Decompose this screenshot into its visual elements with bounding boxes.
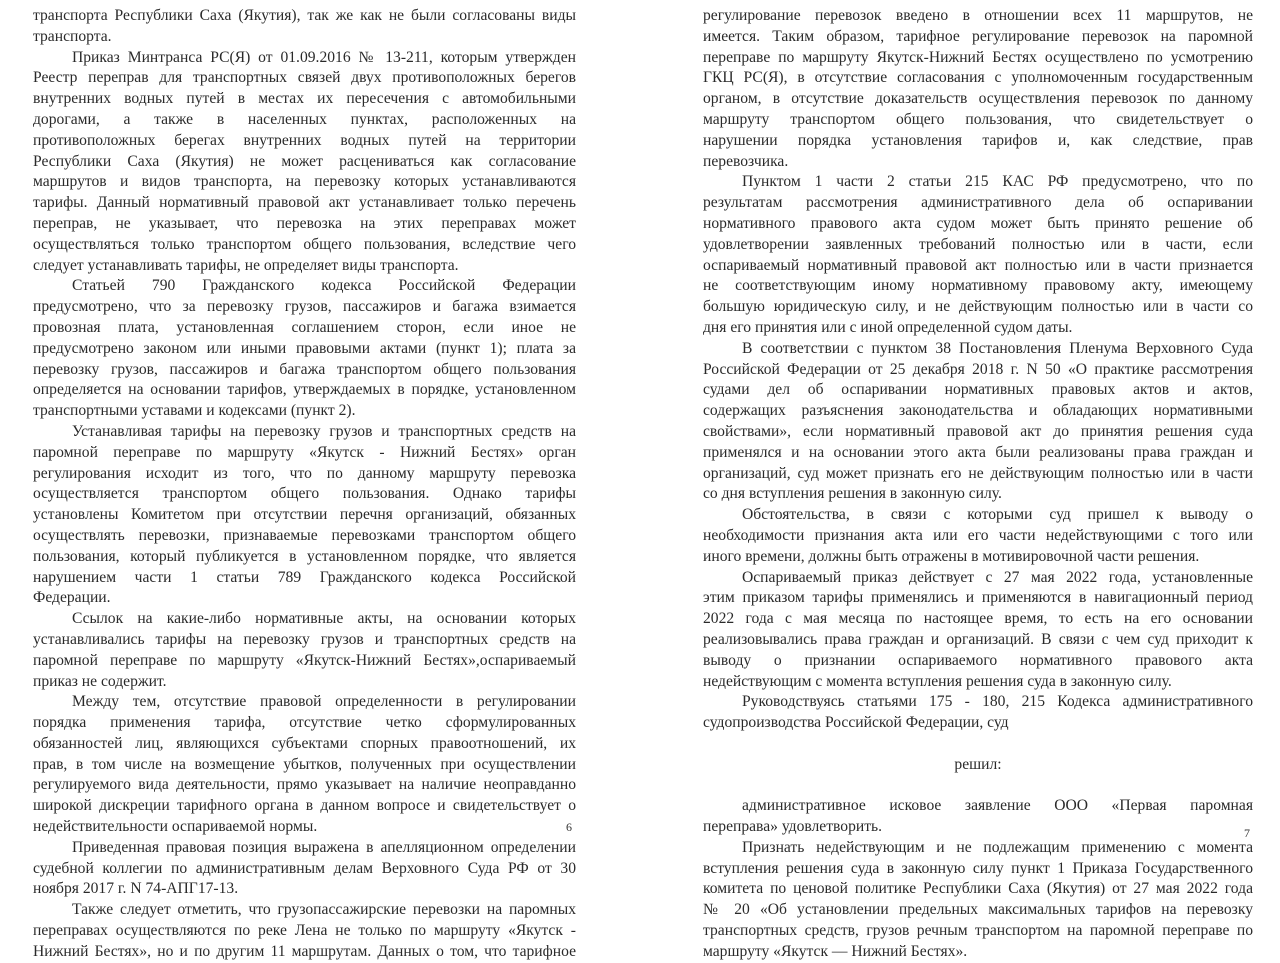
text-line: предусмотрено законом или иными правовыми актами (пункт 1); плата за <box>33 339 576 357</box>
text-line: маршрутов и видов транспорта, на перевозку которых устанавливаются <box>33 173 576 191</box>
text-line: транспортных средств, грузов речным транспортом на паромной переправе по <box>703 922 1253 940</box>
text-line: обязанностей лиц, являющихся субъектами спорных правоотношений, их <box>33 734 576 752</box>
blank-line <box>703 775 1253 796</box>
text-line: устанавливались тарифы на перевозку грузов и транспортных средств на <box>33 630 576 648</box>
text-line: содержащих разъяснения законодательства и обладающих нормативными <box>703 402 1253 420</box>
text-line: вступления решения суда в законную силу пункт 1 Приказа Государственного <box>703 859 1253 877</box>
blank-line <box>703 734 1253 755</box>
text-line: переправе по маршруту Якутск-Нижний Бестях осуществлено по усмотрению <box>703 48 1253 66</box>
text-line: дорогами, а также в населенных пунктах, расположенных на <box>33 110 576 128</box>
text-line: переправа» удовлетворить. <box>703 818 883 836</box>
text-line: переправ, не указывает, что перевозка на этих переправах может <box>33 214 576 232</box>
text-line: нарушении порядка установления тарифов и, как следствие, прав <box>703 131 1253 149</box>
text-line: административное исковое заявление ООО «Первая паромная <box>742 797 1253 815</box>
text-line: удовлетворении заявленных требований полностью или в части, если <box>703 235 1253 253</box>
text-line: этим приказом тарифы применялись и применяются в навигационный период <box>703 589 1253 607</box>
page-number: 7 <box>1244 826 1250 840</box>
text-line: перевозку грузов, пассажиров и багажа транспортом общего пользования <box>33 360 576 378</box>
text-line: нормативного правового акта судом может быть принято решение об <box>703 214 1253 232</box>
text-line: необходимости признания акта или его части недействующими с того или <box>703 526 1253 544</box>
text-line: перевозчика. <box>703 152 789 170</box>
text-line: органом, в отсутствие доказательств осуществления перевозок по данному <box>703 90 1253 108</box>
text-line: Оспариваемый приказ действует с 27 мая 2022 года, установленные <box>742 568 1253 586</box>
page-number: 6 <box>566 820 572 834</box>
text-line: Между тем, отсутствие правовой определенности в регулировании <box>72 693 576 711</box>
text-line: результатам рассмотрения административного дела об оспаривании <box>703 194 1253 212</box>
text-line: широкой дискреции тарифного органа в данном вопросе и свидетельствует о <box>33 797 576 815</box>
text-line: Федерации. <box>33 589 111 607</box>
text-line: Признать недействующим и не подлежащим применению с момента <box>742 838 1253 856</box>
text-line: оспариваемый нормативный правовой акт полностью или в части признается <box>703 256 1253 274</box>
text-line: Нижний Бестях», но и по другим 11 маршрутам. Данных о том, что тарифное <box>33 942 576 960</box>
text-line: судами дел об оспаривании нормативных правовых актов и актов, <box>703 381 1253 399</box>
text-line: прав, в том числе на возмещение убытков, полученных при осуществлении <box>33 755 576 773</box>
text-line: Ссылок на какие-либо нормативные акты, на основании которых <box>72 610 576 628</box>
text-line: судопроизводства Российской Федерации, суд <box>703 714 1009 732</box>
text-line: Пунктом 1 части 2 статьи 215 КАС РФ предусмотрено, что по <box>742 173 1253 191</box>
text-line: большую юридическую силу, и не действующим полностью или в части со <box>703 298 1253 316</box>
text-line: Также следует отметить, что грузопассажирские перевозки на паромных <box>72 901 576 919</box>
text-line: приказ не содержит. <box>33 672 167 690</box>
text-line: Статьей 790 Гражданского кодекса Российской Федерации <box>72 277 576 295</box>
text-line: внутренних водных путей в местах их пересечения с автомобильными <box>33 90 576 108</box>
text-line: регулируемого вида деятельности, прямо указывает на наличие неоправданно <box>33 776 576 794</box>
text-line: маршруту «Якутск — Нижний Бестях». <box>703 942 968 960</box>
text-line: иного времени, должны быть отражены в мотивировочной части решения. <box>703 547 1200 565</box>
text-line: ноября 2017 г. N 74-АПГ17-13. <box>33 880 239 898</box>
text-line: пользования, который публикуется в установленном порядке, что является <box>33 547 576 565</box>
text-line: маршруту транспортом общего пользования, что свидетельствует о <box>703 110 1253 128</box>
text-line: дня его принятия или с иной определенной судом даты. <box>703 318 1073 336</box>
page-7-text <box>703 6 1253 963</box>
text-line: регулирования исходит из того, что по данному маршруту перевозка <box>33 464 576 482</box>
page-6-text <box>33 6 576 963</box>
text-line: № 20 «Об установлении предельных максимальных тарифов на перевозку <box>703 901 1253 919</box>
text-line: 2022 года с мая месяца по настоящее время, то есть на его основании <box>703 610 1253 628</box>
text-line: ГКЦ РС(Я), в отсутствие согласования с уполномоченным государственным <box>703 69 1253 87</box>
text-line: следует устанавливать тарифы, не определяет виды транспорта. <box>33 256 459 274</box>
text-line: переправах осуществляются по реке Лена не только по маршруту «Якутск - <box>33 922 576 940</box>
text-line: нарушением части 1 статьи 789 Гражданского кодекса Российской <box>33 568 576 586</box>
text-line: свойствами», если нормативный правовой акт до принятия решения суда <box>703 422 1253 440</box>
text-line: транспорта Республики Саха (Якутия), так же как не были согласованы виды <box>33 7 576 24</box>
text-line: регулирование перевозок введено в отношении всех 11 маршрутов, не <box>703 7 1253 24</box>
text-line: паромной переправе по маршруту «Якутск-Нижний Бестях»,оспариваемый <box>33 651 576 669</box>
text-line: Обстоятельства, в связи с которыми суд пришел к выводу о <box>742 506 1253 524</box>
text-line: осуществлять перевозки, признаваемые перевозками транспортом общего <box>33 526 576 544</box>
text-line: Приведенная правовая позиция выражена в апелляционном определении <box>72 838 576 856</box>
document-page-6 <box>0 0 640 960</box>
text-line: со дня вступления решения в законную силу. <box>703 485 1002 503</box>
text-line: осуществляться только транспортом общего пользования, вследствие чего <box>33 235 576 253</box>
text-line: Российской Федерации от 25 декабря 2018 г. N 50 «О практике рассмотрения <box>703 360 1253 378</box>
text-line: недействующим с момента вступления решения суда в законную силу. <box>703 672 1172 690</box>
text-line: определяется на основании тарифов, утверждаемых в порядке, установленном <box>33 381 576 399</box>
text-line: Устанавливая тарифы на перевозку грузов и транспортных средств на <box>72 422 576 440</box>
text-line: организаций, суд может признать его не действующим полностью или в части <box>703 464 1253 482</box>
document-page-7 <box>640 0 1280 960</box>
text-line: транспортными уставами и кодексами (пункт 2). <box>33 402 356 420</box>
text-line: порядка применения тарифа, отсутствие четко сформулированных <box>33 714 576 732</box>
text-line: осуществляется транспортом общего пользования. Однако тарифы <box>33 485 576 503</box>
text-line: Приказ Минтранса РС(Я) от 01.09.2016 № 13-211, которым утвержден <box>72 48 576 66</box>
text-line: применялся и на основании этого акта были реализованы права граждан и <box>703 443 1253 461</box>
text-line: реализовывались права граждан и организаций. В связи с чем суд приходит к <box>703 630 1253 648</box>
text-line: Руководствуясь статьями 175 - 180, 215 Кодекса административного <box>742 693 1253 711</box>
text-line: провозная плата, установленная соглашением сторон, если иное не <box>33 318 576 336</box>
text-line: Реестр переправ для транспортных связей двух противоположных берегов <box>33 69 576 87</box>
text-line: судебной коллегии по административным делам Верховного Суда РФ от 30 <box>33 859 576 877</box>
text-line: выводу о признании оспариваемого нормативного правового акта <box>703 651 1253 669</box>
text-line: транспорта. <box>33 27 112 45</box>
resolution-heading: решил: <box>954 755 1002 773</box>
text-line: паромной переправе по маршруту «Якутск - Нижний Бестях» орган <box>33 443 576 461</box>
text-line: предусмотрено, что за перевозку грузов, пассажиров и багажа взимается <box>33 298 576 316</box>
text-line: противоположных берегах внутренних водных путей на территории <box>33 131 576 149</box>
text-line: В соответствии с пунктом 38 Постановления Пленума Верховного Суда <box>742 339 1253 357</box>
text-line: имеется. Таким образом, тарифное регулирование перевозок на паромной <box>703 27 1253 45</box>
text-line: тарифы. Данный нормативный правовой акт устанавливает только перечень <box>33 194 576 212</box>
text-line: Республики Саха (Якутия) не может расцениваться как согласование <box>33 152 576 170</box>
text-line: комитета по ценовой политике Республики Саха (Якутия) от 27 мая 2022 года <box>703 880 1253 898</box>
text-line: недействительности оспариваемой нормы. <box>33 818 318 836</box>
text-line: не соответствующим иному нормативному правовому акту, имеющему <box>703 277 1253 295</box>
text-line: установлены Комитетом при отсутствии перечня организаций, обязанных <box>33 506 576 524</box>
